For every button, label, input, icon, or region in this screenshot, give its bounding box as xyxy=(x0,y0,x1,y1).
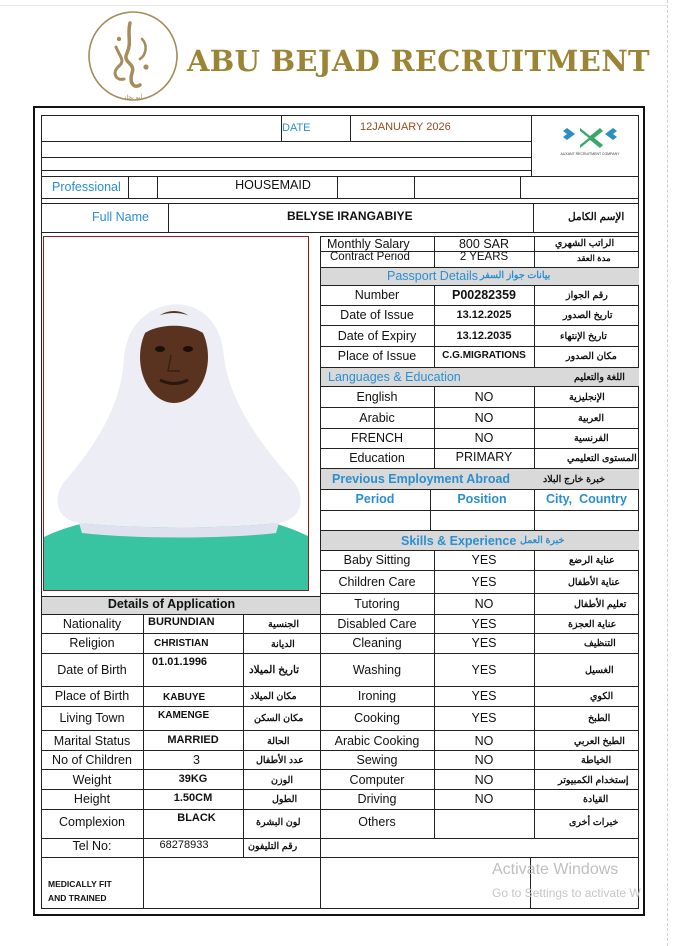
skill-arabic-cooking-label: Arabic Cooking xyxy=(334,734,420,748)
skill-driving-value: NO xyxy=(474,792,494,806)
skill-children-care-arabic: عناية الأطفال xyxy=(568,577,621,588)
living-town-label: Living Town xyxy=(59,711,125,725)
skill-washing-label: Washing xyxy=(352,663,402,677)
passport-title: Passport Details xyxy=(387,269,479,283)
skill-arabic-cooking-arabic: الطبخ العربي xyxy=(574,736,625,747)
education-label: Education xyxy=(349,451,405,465)
skill-washing-arabic: الغسيل xyxy=(585,665,614,676)
date-label: DATE xyxy=(282,122,311,134)
professional-value: HOUSEMAID xyxy=(235,178,311,192)
religion-arabic: الديانة xyxy=(271,639,295,650)
height-arabic: الطول xyxy=(272,794,298,805)
tel-label: Tel No: xyxy=(72,839,112,853)
skill-cleaning-label: Cleaning xyxy=(352,636,402,650)
professional-label: Professional xyxy=(52,180,121,194)
passport-number-arabic: رقم الجواز xyxy=(566,290,608,301)
languages-title: Languages & Education xyxy=(328,370,461,384)
dob-value: 01.01.1996 xyxy=(152,656,208,668)
marital-status-label: Marital Status xyxy=(53,734,131,748)
living-town-value: KAMENGE xyxy=(158,710,210,721)
skill-sewing-value: NO xyxy=(474,753,494,767)
employment-title-arabic: خبرة خارج البلاد xyxy=(543,474,606,485)
passport-title-arabic: بيانات جواز السفر xyxy=(480,270,551,281)
nationality-label: Nationality xyxy=(62,617,122,631)
passport-number-label: Number xyxy=(354,288,400,302)
place-of-birth-label: Place of Birth xyxy=(54,689,130,703)
salary-label: Monthly Salary xyxy=(327,237,410,251)
period-arabic: مدة العقد xyxy=(577,253,611,263)
skill-baby-sitting-label: Baby Sitting xyxy=(343,553,411,567)
weight-arabic: الوزن xyxy=(271,775,294,786)
activate-windows-watermark: Activate Windows xyxy=(492,861,619,878)
skill-baby-sitting-value: YES xyxy=(471,553,497,567)
partner-logo xyxy=(555,122,625,158)
skills-title: Skills & Experience xyxy=(401,534,517,548)
skill-cooking-arabic: الطبخ xyxy=(588,713,611,724)
company-name: ABU BEJAD RECRUITMENT xyxy=(187,44,650,78)
skill-others-label: Others xyxy=(358,815,396,829)
company-logo xyxy=(86,9,180,103)
svg-text:AUXANT RECRUITMENT COMPANY: AUXANT RECRUITMENT COMPANY xyxy=(560,152,620,156)
page-top-edge xyxy=(0,5,668,6)
skill-cleaning-value: YES xyxy=(471,636,497,650)
french-value: NO xyxy=(474,431,494,445)
living-town-arabic: مكان السكن xyxy=(254,713,304,724)
religion-label: Religion xyxy=(69,636,115,650)
complexion-arabic: لون البشرة xyxy=(256,817,301,828)
english-label: English xyxy=(356,390,398,404)
expiry-date-value: 13.12.2035 xyxy=(456,330,512,342)
height-value: 1.50CM xyxy=(173,792,213,804)
tel-value: 68278933 xyxy=(159,839,209,851)
expiry-date-arabic: تاريخ الإنتهاء xyxy=(560,331,607,342)
nationality-value: BURUNDIAN xyxy=(148,616,215,628)
employment-position-header: Position xyxy=(457,492,507,506)
candidate-photo xyxy=(43,236,309,591)
skill-washing-value: YES xyxy=(471,663,497,677)
skill-driving-label: Driving xyxy=(357,792,397,806)
weight-label: Weight xyxy=(72,773,112,787)
skill-sewing-label: Sewing xyxy=(356,753,398,767)
dob-arabic: تاريخ الميلاد xyxy=(249,664,300,676)
place-of-birth-value: KABUYE xyxy=(163,692,206,703)
complexion-value: BLACK xyxy=(177,812,216,824)
period-label: Contract Period xyxy=(330,251,410,263)
place-of-issue-arabic: مكان الصدور xyxy=(566,351,617,362)
english-arabic: الإنجليزية xyxy=(569,392,605,403)
skill-sewing-arabic: الخياطة xyxy=(581,755,612,766)
skill-disabled-care-label: Disabled Care xyxy=(337,617,417,631)
education-value: PRIMARY xyxy=(455,450,513,464)
skill-tutoring-value: NO xyxy=(474,597,494,611)
arabic-value: NO xyxy=(474,411,494,425)
skill-ironing-arabic: الكوي xyxy=(590,691,614,702)
french-label: FRENCH xyxy=(350,431,404,445)
languages-title-arabic: اللغة والتعليم xyxy=(574,372,625,383)
skill-cooking-value: YES xyxy=(471,711,497,725)
skill-cleaning-arabic: التنظيف xyxy=(584,638,616,649)
fullname-label: Full Name xyxy=(92,210,149,224)
skill-computer-arabic: إستخدام الكمبيوتر xyxy=(558,775,629,786)
expiry-date-label: Date of Expiry xyxy=(337,329,417,343)
application-title: Details of Application xyxy=(107,597,236,611)
date-value: 12JANUARY 2026 xyxy=(360,121,451,133)
place-of-issue-value: C.G.MIGRATIONS xyxy=(442,350,526,361)
children-arabic: عدد الأطفال xyxy=(256,755,304,766)
period-value: 2 YEARS xyxy=(459,251,509,263)
passport-number-value: P00282359 xyxy=(452,288,516,302)
height-label: Height xyxy=(73,792,111,806)
issue-date-arabic: تاريخ الصدور xyxy=(563,310,613,321)
skill-disabled-care-value: YES xyxy=(471,617,497,631)
svg-text:أبو بجاد: أبو بجاد xyxy=(123,94,143,101)
skill-children-care-label: Children Care xyxy=(338,575,416,589)
skill-ironing-value: YES xyxy=(471,689,497,703)
skill-computer-value: NO xyxy=(474,773,494,787)
english-value: NO xyxy=(474,390,494,404)
skill-tutoring-arabic: تعليم الأطفال xyxy=(574,599,627,610)
skill-disabled-care-arabic: عناية العجزة xyxy=(568,619,617,630)
medical-note-line1: MEDICALLY FIT xyxy=(48,879,112,889)
issue-date-label: Date of Issue xyxy=(340,308,414,322)
skill-baby-sitting-arabic: عناية الرضع xyxy=(569,555,615,566)
french-arabic: الفرنسية xyxy=(574,433,609,444)
marital-status-arabic: الحالة xyxy=(267,736,290,747)
employment-title: Previous Employment Abroad xyxy=(332,472,511,486)
skill-cooking-label: Cooking xyxy=(354,711,400,725)
skill-children-care-value: YES xyxy=(471,575,497,589)
complexion-label: Complexion xyxy=(58,815,125,829)
religion-value: CHRISTIAN xyxy=(154,638,209,649)
page-edge xyxy=(667,0,668,946)
skill-arabic-cooking-value: NO xyxy=(474,734,494,748)
arabic-arabic: العربية xyxy=(578,413,604,424)
skills-title-arabic: خبرة العمل xyxy=(520,535,565,546)
skill-others-arabic: خبرات أخرى xyxy=(569,817,619,828)
employment-city-country-header: City, Country xyxy=(545,492,628,506)
children-label: No of Children xyxy=(52,753,132,767)
skill-ironing-label: Ironing xyxy=(357,689,397,703)
skill-driving-arabic: القيادة xyxy=(583,794,609,805)
place-of-issue-label: Place of Issue xyxy=(337,349,417,363)
fullname-value: BELYSE IRANGABIYE xyxy=(287,209,413,223)
weight-value: 39KG xyxy=(178,773,208,785)
place-of-birth-arabic: مكان الميلاد xyxy=(250,691,297,702)
nationality-arabic: الجنسية xyxy=(268,619,299,630)
skill-tutoring-label: Tutoring xyxy=(354,597,400,611)
salary-value: 800 SAR xyxy=(458,237,510,251)
employment-period-header: Period xyxy=(355,492,395,506)
salary-arabic: الراتب الشهري xyxy=(555,238,615,249)
page-header xyxy=(0,0,676,105)
children-value: 3 xyxy=(193,753,200,767)
skill-computer-label: Computer xyxy=(349,773,405,787)
medical-note-line2: AND TRAINED xyxy=(48,893,107,903)
marital-status-value: MARRIED xyxy=(167,734,219,746)
fullname-arabic: الإسم الكامل xyxy=(568,211,625,223)
dob-label: Date of Birth xyxy=(57,663,127,677)
activate-windows-subtext: Go to Settings to activate W xyxy=(492,886,641,900)
education-arabic: المستوى التعليمي xyxy=(567,453,637,464)
tel-arabic: رقم التليفون xyxy=(248,841,298,852)
arabic-label: Arabic xyxy=(359,411,395,425)
issue-date-value: 13.12.2025 xyxy=(456,309,512,321)
